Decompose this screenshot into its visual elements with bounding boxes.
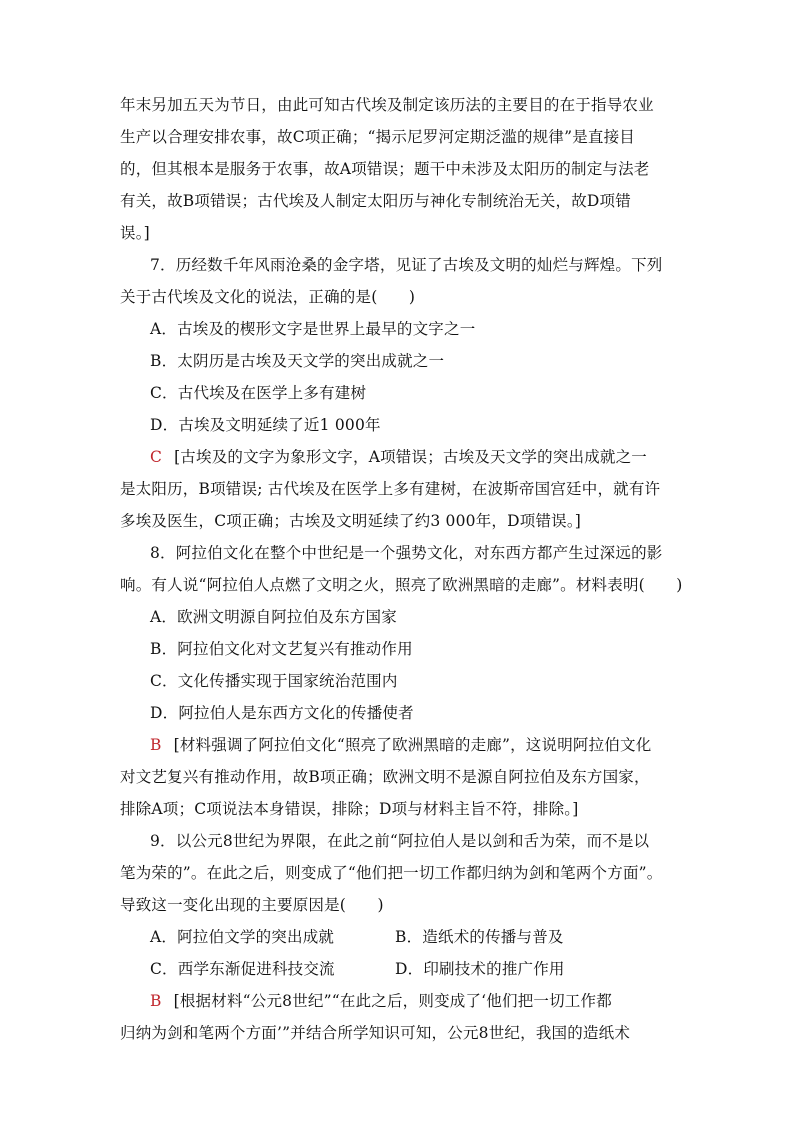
q9-explanation-line: 归纳为剑和笔两个方面’”并结合所学知识可知，公元8世纪，我国的造纸术 <box>120 1024 631 1042</box>
q9-explanation-text: [根据材料“公元8世纪”“在此之后，则变成了‘他们把一切工作都 <box>173 992 612 1010</box>
intro-line: 的，但其根本是服务于农事，故A项错误；题干中未涉及太阳历的制定与法老 <box>120 160 650 178</box>
q7-option-a: A．古埃及的楔形文字是世界上最早的文字之一 <box>150 320 476 338</box>
q8-explanation-line <box>150 735 651 755</box>
q8-explanation-line: 排除A项；C项说法本身错误，排除；D项与材料主旨不符，排除。] <box>120 800 579 818</box>
q8-stem-line: 8．阿拉伯文化在整个中世纪是一个强势文化，对东西方都产生过深远的影 <box>150 544 663 562</box>
q7-explanation-line <box>150 447 647 467</box>
q7-stem-line: 7．历经数千年风雨沧桑的金字塔，见证了古埃及文明的灿烂与辉煌。下列 <box>150 256 663 274</box>
q8-option-d: D．阿拉伯人是东西方文化的传播使者 <box>150 704 414 722</box>
q8-option-b: B．阿拉伯文化对文艺复兴有推动作用 <box>150 640 413 658</box>
q7-explanation-text: [古埃及的文字为象形文字，A项错误；古埃及天文学的突出成就之一 <box>174 448 648 466</box>
q9-option-d: D．印刷技术的推广作用 <box>395 960 565 978</box>
q7-answer: C <box>150 448 163 466</box>
q7-explanation-line: 多埃及医生，C项正确；古埃及文明延续了约3 000年，D项错误。] <box>120 512 582 530</box>
q8-option-c: C．文化传播实现于国家统治范围内 <box>150 672 398 690</box>
q9-explanation-line <box>150 991 612 1011</box>
intro-line: 误。] <box>120 224 150 242</box>
intro-line: 有关，故B项错误；古代埃及人制定太阳历与神化专制统治无关，故D项错 <box>120 192 631 210</box>
q8-stem-line: 响。有人说“阿拉伯人点燃了文明之火，照亮了欧洲黑暗的走廊”。材料表明( ) <box>120 576 683 594</box>
q7-option-c: C．古代埃及在医学上多有建树 <box>150 384 367 402</box>
q8-explanation-text: [材料强调了阿拉伯文化“照亮了欧洲黑暗的走廊”，这说明阿拉伯文化 <box>173 736 652 754</box>
q7-stem-line: 关于古代埃及文化的说法，正确的是( ) <box>120 288 416 306</box>
q7-option-d: D．古埃及文明延续了近1 000年 <box>150 416 381 434</box>
q7-option-b: B．太阴历是古埃及天文学的突出成就之一 <box>150 352 445 370</box>
q9-option-b: B．造纸术的传播与普及 <box>395 928 564 946</box>
q9-answer: B <box>150 992 162 1010</box>
intro-line: 年末另加五天为节日，由此可知古代埃及制定该历法的主要目的在于指导农业 <box>120 96 654 114</box>
q8-option-a: A．欧洲文明源自阿拉伯及东方国家 <box>150 608 397 626</box>
q9-option-a: A．阿拉伯文学的突出成就 <box>150 928 335 946</box>
q8-answer: B <box>150 736 162 754</box>
q9-stem-line: 9．以公元8世纪为界限，在此之前“阿拉伯人是以剑和舌为荣，而不是以 <box>150 832 650 850</box>
q9-stem-line: 笔为荣的”。在此之后，则变成了“他们把一切工作都归纳为剑和笔两个方面”。 <box>120 864 663 882</box>
intro-line: 生产以合理安排农事，故C项正确；“揭示尼罗河定期泛滥的规律”是直接目 <box>120 128 636 146</box>
q9-stem-line: 导致这一变化出现的主要原因是( ) <box>120 896 384 914</box>
q9-option-c: C．西学东渐促进科技交流 <box>150 960 335 978</box>
q8-explanation-line: 对文艺复兴有推动作用，故B项正确；欧洲文明不是源自阿拉伯及东方国家， <box>120 768 650 786</box>
q7-explanation-line: 是太阳历，B项错误; 古代埃及在医学上多有建树，在波斯帝国宫廷中，就有许 <box>120 480 661 498</box>
